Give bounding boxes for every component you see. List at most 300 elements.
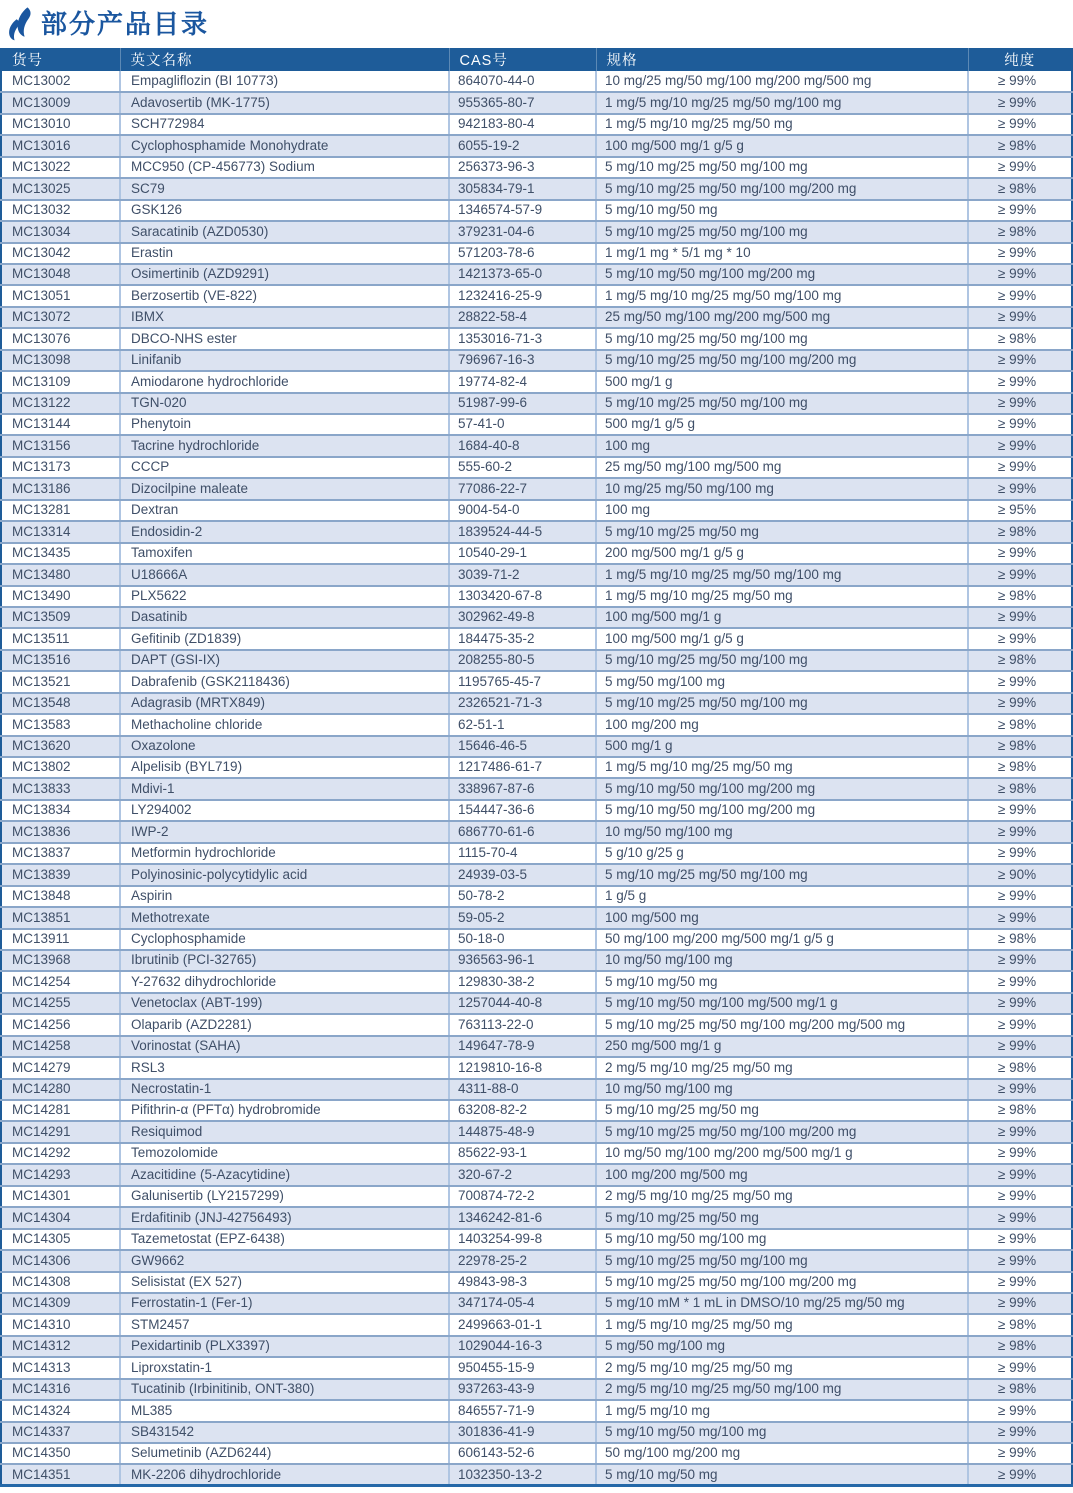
cell-name: Methacholine chloride <box>120 714 449 735</box>
cell-spec: 10 mg/50 mg/100 mg <box>596 950 968 971</box>
cell-code: MC13911 <box>1 929 120 950</box>
cell-spec: 250 mg/500 mg/1 g <box>596 1036 968 1057</box>
cell-code: MC14350 <box>1 1443 120 1464</box>
table-row <box>1 843 1072 864</box>
cell-purity: ≥ 98% <box>968 714 1072 735</box>
cell-cas: 1115-70-4 <box>449 843 596 864</box>
cell-spec: 100 mg/500 mg/1 g <box>596 607 968 628</box>
cell-code: MC14313 <box>1 1357 120 1378</box>
cell-spec: 10 mg/50 mg/100 mg <box>596 1079 968 1100</box>
cell-cas: 1217486-61-7 <box>449 757 596 778</box>
cell-spec: 2 mg/5 mg/10 mg/25 mg/50 mg <box>596 1357 968 1378</box>
cell-spec: 50 mg/100 mg/200 mg <box>596 1443 968 1464</box>
cell-code: MC14308 <box>1 1272 120 1293</box>
cell-spec: 10 mg/50 mg/100 mg/200 mg/500 mg/1 g <box>596 1143 968 1164</box>
table-row <box>1 307 1072 328</box>
column-header-name: 英文名称 <box>120 48 449 71</box>
cell-spec: 1 mg/5 mg/10 mg/25 mg/50 mg <box>596 114 968 135</box>
table-row <box>1 1422 1072 1443</box>
cell-spec: 5 mg/10 mM * 1 mL in DMSO/10 mg/25 mg/50 mg <box>596 1293 968 1314</box>
cell-name: Tucatinib (Irbinitinib, ONT-380) <box>120 1379 449 1400</box>
cell-name: Mdivi-1 <box>120 778 449 799</box>
cell-spec: 5 mg/10 mg/25 mg/50 mg/100 mg <box>596 693 968 714</box>
cell-name: Empagliflozin (BI 10773) <box>120 71 449 92</box>
cell-code: MC13034 <box>1 221 120 242</box>
column-header-purity: 纯度 <box>968 48 1072 71</box>
cell-spec: 1 mg/1 mg * 5/1 mg * 10 <box>596 243 968 264</box>
cell-name: DBCO-NHS ester <box>120 328 449 349</box>
cell-purity: ≥ 99% <box>968 1464 1072 1485</box>
cell-name: Pifithrin-α (PFTα) hydrobromide <box>120 1100 449 1121</box>
cell-code: MC13548 <box>1 693 120 714</box>
cell-name: Venetoclax (ABT-199) <box>120 993 449 1014</box>
table-row <box>1 950 1072 971</box>
cell-spec: 100 mg/500 mg <box>596 907 968 928</box>
cell-name: Endosidin-2 <box>120 521 449 542</box>
table-row <box>1 1100 1072 1121</box>
cell-cas: 154447-36-6 <box>449 800 596 821</box>
table-row <box>1 285 1072 306</box>
table-row <box>1 1036 1072 1057</box>
cell-cas: 15646-46-5 <box>449 736 596 757</box>
cell-spec: 200 mg/500 mg/1 g/5 g <box>596 543 968 564</box>
cell-cas: 937263-43-9 <box>449 1379 596 1400</box>
cell-cas: 796967-16-3 <box>449 350 596 371</box>
cell-purity: ≥ 98% <box>968 521 1072 542</box>
cell-name: Berzosertib (VE-822) <box>120 285 449 306</box>
cell-code: MC14306 <box>1 1250 120 1271</box>
cell-spec: 1 mg/5 mg/10 mg/25 mg/50 mg/100 mg <box>596 285 968 306</box>
cell-cas: 936563-96-1 <box>449 950 596 971</box>
cell-spec: 1 mg/5 mg/10 mg/25 mg/50 mg <box>596 586 968 607</box>
cell-cas: 144875-48-9 <box>449 1121 596 1142</box>
cell-purity: ≥ 99% <box>968 414 1072 435</box>
cell-cas: 3039-71-2 <box>449 564 596 585</box>
cell-code: MC13016 <box>1 135 120 156</box>
cell-purity: ≥ 99% <box>968 800 1072 821</box>
cell-name: Ferrostatin-1 (Fer-1) <box>120 1293 449 1314</box>
cell-code: MC13022 <box>1 157 120 178</box>
table-header-row <box>1 48 1072 71</box>
table-row <box>1 1272 1072 1293</box>
cell-spec: 100 mg/200 mg/500 mg <box>596 1164 968 1185</box>
cell-name: Y-27632 dihydrochloride <box>120 971 449 992</box>
table-row <box>1 1121 1072 1142</box>
cell-purity: ≥ 98% <box>968 1057 1072 1078</box>
table-row <box>1 221 1072 242</box>
cell-cas: 305834-79-1 <box>449 178 596 199</box>
cell-spec: 1 mg/5 mg/10 mg/25 mg/50 mg <box>596 1314 968 1335</box>
cell-name: SB431542 <box>120 1422 449 1443</box>
table-row <box>1 114 1072 135</box>
cell-cas: 10540-29-1 <box>449 543 596 564</box>
cell-purity: ≥ 99% <box>968 264 1072 285</box>
cell-code: MC13072 <box>1 307 120 328</box>
cell-cas: 77086-22-7 <box>449 478 596 499</box>
cell-spec: 5 mg/50 mg/100 mg <box>596 1336 968 1357</box>
cell-cas: 1032350-13-2 <box>449 1464 596 1485</box>
table-row <box>1 135 1072 156</box>
cell-code: MC14279 <box>1 1057 120 1078</box>
cell-cas: 49843-98-3 <box>449 1272 596 1293</box>
cell-cas: 1219810-16-8 <box>449 1057 596 1078</box>
cell-cas: 686770-61-6 <box>449 821 596 842</box>
cell-name: Adavosertib (MK-1775) <box>120 92 449 113</box>
cell-spec: 5 mg/10 mg/25 mg/50 mg <box>596 1207 968 1228</box>
table-row <box>1 500 1072 521</box>
cell-purity: ≥ 98% <box>968 328 1072 349</box>
cell-name: IBMX <box>120 307 449 328</box>
cell-name: Aspirin <box>120 886 449 907</box>
cell-name: SC79 <box>120 178 449 199</box>
cell-name: Cyclophosphamide <box>120 929 449 950</box>
cell-code: MC14280 <box>1 1079 120 1100</box>
cell-name: Adagrasib (MRTX849) <box>120 693 449 714</box>
cell-code: MC14258 <box>1 1036 120 1057</box>
cell-purity: ≥ 98% <box>968 135 1072 156</box>
cell-name: Osimertinib (AZD9291) <box>120 264 449 285</box>
cell-cas: 208255-80-5 <box>449 650 596 671</box>
cell-code: MC14254 <box>1 971 120 992</box>
cell-cas: 763113-22-0 <box>449 1014 596 1035</box>
table-row <box>1 350 1072 371</box>
cell-name: Cyclophosphamide Monohydrate <box>120 135 449 156</box>
cell-cas: 62-51-1 <box>449 714 596 735</box>
cell-cas: 1257044-40-8 <box>449 993 596 1014</box>
cell-name: GSK126 <box>120 200 449 221</box>
cell-spec: 500 mg/1 g/5 g <box>596 414 968 435</box>
table-row <box>1 200 1072 221</box>
cell-cas: 24939-03-5 <box>449 864 596 885</box>
table-row <box>1 435 1072 456</box>
cell-name: Linifanib <box>120 350 449 371</box>
cell-purity: ≥ 99% <box>968 478 1072 499</box>
cell-purity: ≥ 98% <box>968 929 1072 950</box>
cell-purity: ≥ 99% <box>968 92 1072 113</box>
cell-spec: 1 mg/5 mg/10 mg/25 mg/50 mg <box>596 757 968 778</box>
cell-purity: ≥ 99% <box>968 1036 1072 1057</box>
cell-spec: 5 mg/10 mg/50 mg/100 mg/200 mg <box>596 778 968 799</box>
cell-cas: 28822-58-4 <box>449 307 596 328</box>
cell-code: MC13620 <box>1 736 120 757</box>
cell-name: Tamoxifen <box>120 543 449 564</box>
double-flame-icon <box>6 6 32 42</box>
cell-purity: ≥ 99% <box>968 1143 1072 1164</box>
cell-cas: 1346242-81-6 <box>449 1207 596 1228</box>
cell-name: Phenytoin <box>120 414 449 435</box>
cell-name: Galunisertib (LY2157299) <box>120 1186 449 1207</box>
cell-code: MC13509 <box>1 607 120 628</box>
cell-spec: 100 mg/500 mg/1 g/5 g <box>596 135 968 156</box>
table-row <box>1 71 1072 92</box>
cell-purity: ≥ 99% <box>968 607 1072 628</box>
cell-code: MC13314 <box>1 521 120 542</box>
cell-name: Erdafitinib (JNJ-42756493) <box>120 1207 449 1228</box>
cell-purity: ≥ 99% <box>968 1014 1072 1035</box>
cell-code: MC13833 <box>1 778 120 799</box>
cell-spec: 100 mg/200 mg <box>596 714 968 735</box>
cell-cas: 1839524-44-5 <box>449 521 596 542</box>
cell-cas: 955365-80-7 <box>449 92 596 113</box>
cell-spec: 5 mg/10 mg/50 mg/100 mg/200 mg <box>596 800 968 821</box>
cell-spec: 1 mg/5 mg/10 mg <box>596 1400 968 1421</box>
cell-code: MC13848 <box>1 886 120 907</box>
cell-code: MC14310 <box>1 1314 120 1335</box>
cell-purity: ≥ 99% <box>968 243 1072 264</box>
cell-spec: 5 mg/10 mg/50 mg/100 mg <box>596 1422 968 1443</box>
cell-code: MC14316 <box>1 1379 120 1400</box>
cell-purity: ≥ 99% <box>968 371 1072 392</box>
cell-code: MC13098 <box>1 350 120 371</box>
cell-code: MC13281 <box>1 500 120 521</box>
cell-code: MC13009 <box>1 92 120 113</box>
cell-cas: 57-41-0 <box>449 414 596 435</box>
cell-name: ML385 <box>120 1400 449 1421</box>
cell-code: MC13002 <box>1 71 120 92</box>
cell-purity: ≥ 99% <box>968 435 1072 456</box>
cell-code: MC14304 <box>1 1207 120 1228</box>
cell-code: MC13435 <box>1 543 120 564</box>
table-row <box>1 736 1072 757</box>
cell-spec: 500 mg/1 g <box>596 736 968 757</box>
cell-purity: ≥ 99% <box>968 1272 1072 1293</box>
cell-purity: ≥ 98% <box>968 178 1072 199</box>
cell-cas: 1195765-45-7 <box>449 671 596 692</box>
cell-purity: ≥ 95% <box>968 500 1072 521</box>
cell-code: MC14312 <box>1 1336 120 1357</box>
table-row <box>1 714 1072 735</box>
cell-name: Azacitidine (5-Azacytidine) <box>120 1164 449 1185</box>
cell-purity: ≥ 99% <box>968 114 1072 135</box>
table-row <box>1 671 1072 692</box>
cell-name: IWP-2 <box>120 821 449 842</box>
cell-code: MC14337 <box>1 1422 120 1443</box>
cell-spec: 5 mg/10 mg/25 mg/50 mg/100 mg <box>596 328 968 349</box>
cell-purity: ≥ 98% <box>968 1100 1072 1121</box>
table-row <box>1 1443 1072 1464</box>
cell-code: MC13834 <box>1 800 120 821</box>
cell-purity: ≥ 99% <box>968 1443 1072 1464</box>
cell-spec: 5 mg/10 mg/50 mg/100 mg/200 mg <box>596 264 968 285</box>
cell-name: Erastin <box>120 243 449 264</box>
table-row <box>1 1207 1072 1228</box>
cell-cas: 256373-96-3 <box>449 157 596 178</box>
cell-code: MC13516 <box>1 650 120 671</box>
cell-cas: 1684-40-8 <box>449 435 596 456</box>
cell-name: Metformin hydrochloride <box>120 843 449 864</box>
table-row <box>1 414 1072 435</box>
table-row <box>1 1400 1072 1421</box>
cell-code: MC13042 <box>1 243 120 264</box>
cell-code: MC13511 <box>1 628 120 649</box>
cell-name: Selisistat (EX 527) <box>120 1272 449 1293</box>
cell-spec: 5 mg/10 mg/25 mg/50 mg/100 mg <box>596 864 968 885</box>
table-row <box>1 243 1072 264</box>
cell-cas: 2499663-01-1 <box>449 1314 596 1335</box>
table-row <box>1 757 1072 778</box>
cell-purity: ≥ 98% <box>968 1336 1072 1357</box>
cell-purity: ≥ 99% <box>968 1079 1072 1100</box>
cell-cas: 379231-04-6 <box>449 221 596 242</box>
cell-code: MC14256 <box>1 1014 120 1035</box>
cell-purity: ≥ 99% <box>968 71 1072 92</box>
cell-purity: ≥ 99% <box>968 200 1072 221</box>
table-row <box>1 800 1072 821</box>
cell-spec: 5 mg/10 mg/25 mg/50 mg/100 mg <box>596 650 968 671</box>
cell-purity: ≥ 99% <box>968 671 1072 692</box>
cell-spec: 100 mg/500 mg/1 g/5 g <box>596 628 968 649</box>
table-row <box>1 778 1072 799</box>
cell-code: MC13122 <box>1 393 120 414</box>
cell-spec: 10 mg/25 mg/50 mg/100 mg <box>596 478 968 499</box>
cell-cas: 1403254-99-8 <box>449 1229 596 1250</box>
table-row <box>1 628 1072 649</box>
cell-name: Methotrexate <box>120 907 449 928</box>
cell-purity: ≥ 99% <box>968 821 1072 842</box>
cell-spec: 10 mg/25 mg/50 mg/100 mg/200 mg/500 mg <box>596 71 968 92</box>
cell-code: MC13480 <box>1 564 120 585</box>
table-row <box>1 328 1072 349</box>
cell-purity: ≥ 98% <box>968 757 1072 778</box>
table-row <box>1 993 1072 1014</box>
table-row <box>1 1250 1072 1271</box>
cell-cas: 9004-54-0 <box>449 500 596 521</box>
cell-spec: 100 mg <box>596 500 968 521</box>
cell-purity: ≥ 99% <box>968 993 1072 1014</box>
cell-cas: 22978-25-2 <box>449 1250 596 1271</box>
cell-code: MC14309 <box>1 1293 120 1314</box>
table-row <box>1 564 1072 585</box>
cell-spec: 1 mg/5 mg/10 mg/25 mg/50 mg/100 mg <box>596 564 968 585</box>
cell-cas: 4311-88-0 <box>449 1079 596 1100</box>
cell-cas: 85622-93-1 <box>449 1143 596 1164</box>
cell-cas: 184475-35-2 <box>449 628 596 649</box>
cell-cas: 338967-87-6 <box>449 778 596 799</box>
page-header <box>0 0 1073 48</box>
cell-cas: 63208-82-2 <box>449 1100 596 1121</box>
cell-name: Dasatinib <box>120 607 449 628</box>
cell-code: MC13802 <box>1 757 120 778</box>
cell-purity: ≥ 99% <box>968 907 1072 928</box>
cell-code: MC13109 <box>1 371 120 392</box>
cell-name: PLX5622 <box>120 586 449 607</box>
cell-name: Gefitinib (ZD1839) <box>120 628 449 649</box>
cell-code: MC13010 <box>1 114 120 135</box>
cell-cas: 19774-82-4 <box>449 371 596 392</box>
cell-spec: 100 mg <box>596 435 968 456</box>
cell-cas: 59-05-2 <box>449 907 596 928</box>
cell-spec: 50 mg/100 mg/200 mg/500 mg/1 g/5 g <box>596 929 968 950</box>
cell-spec: 5 mg/10 mg/50 mg/100 mg <box>596 1229 968 1250</box>
cell-purity: ≥ 99% <box>968 1400 1072 1421</box>
cell-spec: 5 g/10 g/25 g <box>596 843 968 864</box>
cell-code: MC13583 <box>1 714 120 735</box>
table-row <box>1 1186 1072 1207</box>
cell-code: MC13032 <box>1 200 120 221</box>
cell-purity: ≥ 99% <box>968 971 1072 992</box>
cell-code: MC13173 <box>1 457 120 478</box>
cell-cas: 6055-19-2 <box>449 135 596 156</box>
cell-purity: ≥ 98% <box>968 586 1072 607</box>
table-row <box>1 478 1072 499</box>
cell-code: MC13186 <box>1 478 120 499</box>
cell-name: GW9662 <box>120 1250 449 1271</box>
cell-code: MC13048 <box>1 264 120 285</box>
cell-purity: ≥ 99% <box>968 543 1072 564</box>
column-header-code: 货号 <box>1 48 120 71</box>
cell-code: MC14301 <box>1 1186 120 1207</box>
cell-spec: 2 mg/5 mg/10 mg/25 mg/50 mg/100 mg <box>596 1379 968 1400</box>
cell-spec: 500 mg/1 g <box>596 371 968 392</box>
cell-code: MC13839 <box>1 864 120 885</box>
cell-code: MC13837 <box>1 843 120 864</box>
cell-purity: ≥ 99% <box>968 393 1072 414</box>
cell-code: MC13025 <box>1 178 120 199</box>
cell-code: MC13851 <box>1 907 120 928</box>
table-row <box>1 1229 1072 1250</box>
cell-cas: 555-60-2 <box>449 457 596 478</box>
cell-spec: 5 mg/10 mg/25 mg/50 mg/100 mg/200 mg <box>596 350 968 371</box>
table-row <box>1 864 1072 885</box>
cell-cas: 50-78-2 <box>449 886 596 907</box>
cell-name: Resiquimod <box>120 1121 449 1142</box>
table-row <box>1 371 1072 392</box>
table-row <box>1 393 1072 414</box>
cell-purity: ≥ 99% <box>968 157 1072 178</box>
cell-spec: 5 mg/10 mg/25 mg/50 mg/100 mg/200 mg/500 mg <box>596 1014 968 1035</box>
table-row <box>1 457 1072 478</box>
cell-purity: ≥ 90% <box>968 864 1072 885</box>
table-row <box>1 521 1072 542</box>
cell-name: Tazemetostat (EPZ-6438) <box>120 1229 449 1250</box>
cell-purity: ≥ 98% <box>968 1314 1072 1335</box>
cell-cas: 302962-49-8 <box>449 607 596 628</box>
table-row <box>1 929 1072 950</box>
cell-spec: 5 mg/10 mg/50 mg <box>596 971 968 992</box>
cell-name: LY294002 <box>120 800 449 821</box>
cell-purity: ≥ 99% <box>968 1164 1072 1185</box>
cell-name: TGN-020 <box>120 393 449 414</box>
cell-name: RSL3 <box>120 1057 449 1078</box>
cell-name: Temozolomide <box>120 1143 449 1164</box>
cell-spec: 5 mg/10 mg/25 mg/50 mg/100 mg <box>596 393 968 414</box>
cell-code: MC13156 <box>1 435 120 456</box>
cell-purity: ≥ 99% <box>968 457 1072 478</box>
cell-cas: 846557-71-9 <box>449 1400 596 1421</box>
cell-purity: ≥ 99% <box>968 628 1072 649</box>
cell-name: SCH772984 <box>120 114 449 135</box>
cell-purity: ≥ 99% <box>968 950 1072 971</box>
cell-purity: ≥ 98% <box>968 1379 1072 1400</box>
cell-purity: ≥ 99% <box>968 843 1072 864</box>
cell-spec: 1 g/5 g <box>596 886 968 907</box>
cell-cas: 51987-99-6 <box>449 393 596 414</box>
table-row <box>1 1336 1072 1357</box>
cell-purity: ≥ 99% <box>968 693 1072 714</box>
cell-cas: 50-18-0 <box>449 929 596 950</box>
cell-name: Ibrutinib (PCI-32765) <box>120 950 449 971</box>
cell-spec: 5 mg/10 mg/50 mg/100 mg/500 mg/1 g <box>596 993 968 1014</box>
column-header-spec: 规格 <box>596 48 968 71</box>
column-header-cas: CAS号 <box>449 48 596 71</box>
table-row <box>1 1079 1072 1100</box>
cell-cas: 950455-15-9 <box>449 1357 596 1378</box>
cell-name: Alpelisib (BYL719) <box>120 757 449 778</box>
cell-cas: 700874-72-2 <box>449 1186 596 1207</box>
table-row <box>1 543 1072 564</box>
cell-name: Vorinostat (SAHA) <box>120 1036 449 1057</box>
table-row <box>1 1357 1072 1378</box>
